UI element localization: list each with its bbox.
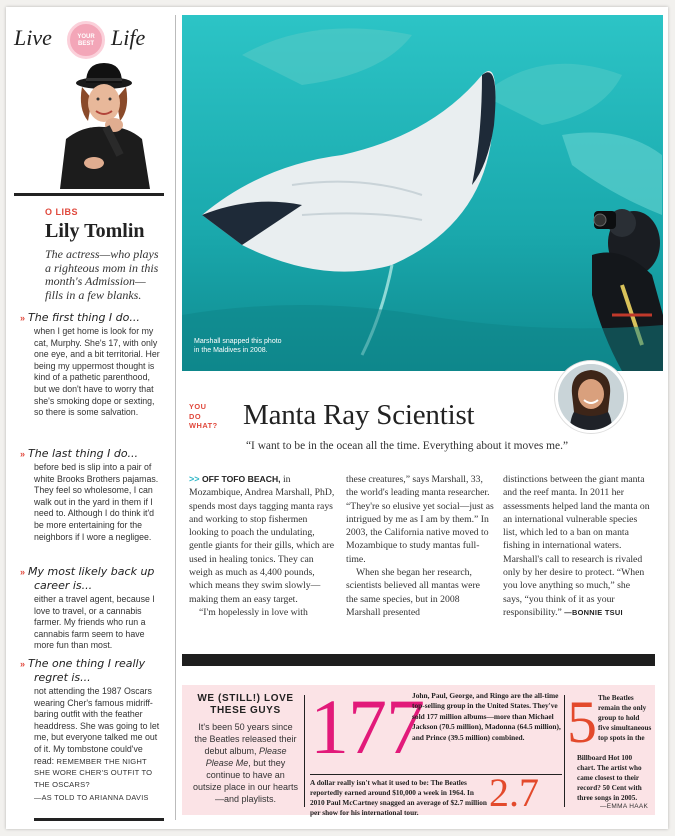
facts-intro (192, 693, 299, 805)
stat-177-text: John, Paul, George, and Ringo are the all-time top-selling group in the United States. They've sold 177 million albums—more than Michael Jackson (70.5 million), Madonna (64.5 million), and Prince (39.5 million) combined. (412, 691, 561, 742)
double-chevron-icon: >> (189, 474, 200, 484)
qa-answer: before bed is slip into a pair of white Brooks Brothers pajamas. They feel so wholesome, I can walk out in the yard in them if I need to. Although I do think it'd be more entertaining for the neighbors if I wore a negligee. (34, 462, 159, 542)
qa-item-backup-career (20, 565, 164, 652)
stat-5-text-continued: Billboard Hot 100 chart. The artist who came closest to their record? 50 Cent with three songs in 2005. (577, 754, 642, 802)
qa-prompt: » The last thing I do... (20, 447, 139, 460)
column-divider (175, 15, 176, 820)
qa-answer: not attending the 1987 Oscars wearing Cher's famous midriff-baring outfit with the feather headdress. She was going to let me, but everyone talked me out of it. My tombstone could've read: REMEMBER THE NIGHT SHE WORE CHER'S OUTFIT TO THE OSCARS? (34, 686, 160, 789)
qa-item-regret (20, 657, 164, 803)
article-byline: —BONNIE TSUI (564, 607, 623, 617)
tombstone-text: REMEMBER THE NIGHT SHE WORE CHER'S OUTFIT TO THE OSCARS? (34, 756, 153, 789)
qa-answer: when I get home is look for my cat, Murphy. She's 17, with only one eye, and a bit territorial. Her being my uppermost thought is kind of a pathetic parenthood, but we don't have to worry that she's smoking dope or sexting, so there is some salvation. (34, 326, 160, 418)
qa-answer: either a travel agent, because I love to travel, or a cannabis farmer. My friends who run a cannabis farm seem to have more fun than most. (34, 594, 155, 651)
section-word-life: Life (111, 25, 146, 50)
section-word-live: Live (14, 25, 52, 50)
article-column-2: these creatures,” says Marshall, 33, the world's leading manta researcher. “They're so elusive yet social—just as intrigued by me as I am by them.” In 2003, the California native moved to Mozambique to study mantas full-time. When she began her research, scientists believed all mantas were the same species, but in 2008 Marshall presented (346, 474, 494, 618)
facts-divider (564, 695, 565, 807)
stat-2-7-number: 2.7 (489, 770, 539, 815)
qa-item-last-thing (20, 447, 164, 543)
sidebar-dek: The actress—who plays a righteous mom in this month's Admission—fills in a few blanks. (45, 247, 159, 302)
stat-177-number: 177 (310, 683, 424, 770)
double-chevron-icon: » (20, 659, 26, 669)
article-lead-in: OFF TOFO BEACH, (201, 474, 281, 484)
sidebar-kicker: O LIBS (45, 207, 79, 217)
stat-5-text: The Beatles remain the only group to hold five simultaneous top spots in the (598, 694, 652, 742)
double-chevron-icon: » (20, 449, 26, 459)
article-column-1: >> OFF TOFO BEACH, in Mozambique, Andrea Marshall, PhD, spends most days tagging manta rays and working to stop fishermen looking to poach the undulating, gentle giants for their gills, which are used in healing tonics. They can weigh as much as 4,400 pounds, which means they swim slowly—making them an easy target. “I'm hopelessly in love with (189, 474, 335, 618)
qa-prompt: » The first thing I do... (20, 311, 140, 324)
double-chevron-icon: » (20, 567, 26, 577)
article-tag: YOU DO WHAT? (189, 402, 218, 430)
andrea-marshall-avatar (555, 361, 627, 433)
section-badge (67, 21, 105, 59)
beatles-facts-box (182, 685, 655, 815)
double-chevron-icon: » (20, 313, 26, 323)
sidebar-top-rule (14, 193, 164, 196)
qa-prompt: » My most likely back up career is... (20, 565, 155, 592)
article-title: Manta Ray Scientist (243, 399, 475, 431)
sidebar-byline: —AS TOLD TO ARIANNA DAVIS (34, 793, 149, 803)
qa-prompt: » The one thing I really regret is... (20, 657, 146, 684)
facts-byline: —EMMA HAAK (600, 803, 649, 810)
sidebar-column (14, 15, 164, 821)
qa-item-first-thing (20, 311, 164, 419)
sidebar-bottom-rule (34, 818, 164, 821)
lily-tomlin-portrait (44, 59, 156, 189)
article-bottom-rule (182, 654, 655, 666)
photo-caption: Marshall snapped this photo in the Maldives in 2008. (194, 338, 282, 354)
badge-text: YOUR BEST (77, 34, 95, 47)
magazine-page (6, 7, 668, 829)
article-pull-quote: “I want to be in the ocean all the time. Everything about it moves me.” (246, 440, 569, 452)
stat-2-7-text: A dollar really isn't what it used to be: The Beatles reportedly earned around $10,000 a week in 1964. In 2010 Paul McCartney snagged an average of $2.7 million per show for his international tour. (310, 778, 487, 817)
facts-heading: WE (STILL!) LOVE THESE GUYS (197, 693, 294, 716)
section-header (14, 21, 164, 55)
sidebar-name: Lily Tomlin (45, 220, 145, 242)
hero-photo (182, 15, 663, 371)
article-column-3: distinctions between the giant manta and the reef manta. In 2011 her assessments helped land the manta on an international vulnerable species list, which led to a ban on manta fishing in international waters. Marshall's call to research is rivaled only by her desire to protect. “When you love anything so much,” she says, “you think of it as your responsibility.” —BONNIE TSUI (503, 474, 650, 618)
stat-5-number: 5 (567, 689, 597, 755)
facts-intro-text: It's been 50 years since the Beatles released their debut album, Please Please Me, but they continue to have an outsize place in our hearts—and playlists. (192, 722, 299, 804)
facts-divider (304, 695, 305, 807)
